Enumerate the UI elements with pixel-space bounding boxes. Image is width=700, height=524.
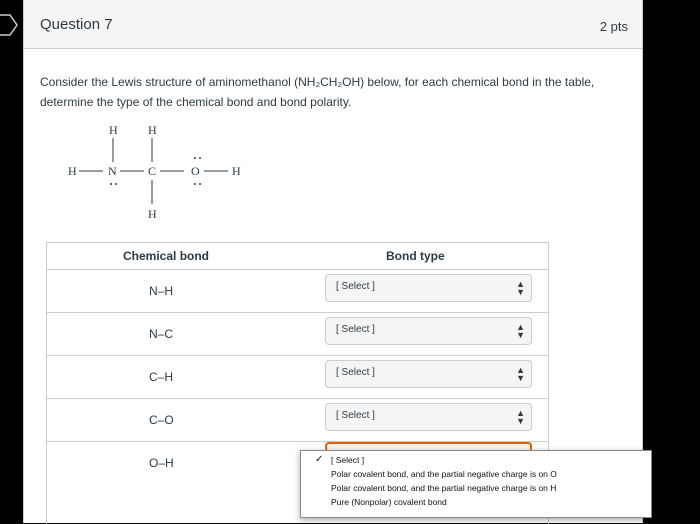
table-row: [47, 270, 548, 313]
table-row: [47, 356, 548, 399]
question-points: 2 pts: [599, 19, 628, 34]
atom-c: C: [148, 164, 157, 178]
question-text: Consider the Lewis structure of aminomethanol (NH₂CH₂OH) below, for each chemical bond in the table, determine the type of the chemical bond and bond polarity.: [40, 75, 595, 109]
atom-h-bottom: H: [148, 207, 157, 221]
updown-arrow-icon: ▲ ▼: [516, 408, 525, 426]
updown-arrow-icon: ▲ ▼: [516, 365, 525, 383]
updown-arrow-icon: ▲ ▼: [516, 322, 525, 340]
arrow-tab-icon: [0, 14, 18, 36]
dropdown-option-polar-o[interactable]: Polar covalent bond, and the partial negative charge is on O: [331, 469, 557, 479]
dropdown-option-polar-h[interactable]: Polar covalent bond, and the partial negative charge is on H: [331, 483, 557, 493]
atom-h-right: H: [232, 164, 241, 178]
select-dropdown-menu: [300, 450, 652, 518]
question-title: Question 7: [40, 16, 113, 33]
bond-type-select[interactable]: [325, 274, 532, 302]
select-value: [ Select ]: [336, 367, 375, 378]
dropdown-option-nonpolar[interactable]: Pure (Nonpolar) covalent bond: [331, 497, 447, 507]
bond-label: N–H: [149, 284, 174, 298]
checkmark-icon: ✓: [315, 454, 324, 465]
question-panel: [23, 0, 643, 523]
atom-o: O: [191, 164, 200, 178]
question-header: [24, 0, 642, 49]
bond-label: C–O: [149, 413, 174, 427]
bond-label: N–C: [149, 327, 174, 341]
atom-n: N: [108, 164, 117, 178]
atom-h-top-n: H: [109, 123, 118, 137]
lewis-structure: [40, 118, 260, 228]
select-value: [ Select ]: [336, 324, 375, 335]
atom-h-left: H: [68, 164, 77, 178]
col-chemical-bond: Chemical bond: [123, 249, 210, 263]
bond-type-select[interactable]: [325, 360, 532, 388]
col-bond-type: Bond type: [386, 249, 445, 263]
select-value: [ Select ]: [336, 410, 375, 421]
dropdown-option-select[interactable]: [ Select ]: [331, 455, 365, 465]
bond-label: C–H: [149, 370, 174, 384]
table-header: [47, 243, 548, 270]
table-row: [47, 313, 548, 356]
atom-h-top-c: H: [148, 123, 157, 137]
updown-arrow-icon: ▲ ▼: [516, 279, 525, 297]
table-row: [47, 399, 548, 442]
select-value: [ Select ]: [336, 281, 375, 292]
bond-label: O–H: [149, 456, 174, 470]
bond-type-select[interactable]: [325, 317, 532, 345]
bond-type-select[interactable]: [325, 403, 532, 431]
